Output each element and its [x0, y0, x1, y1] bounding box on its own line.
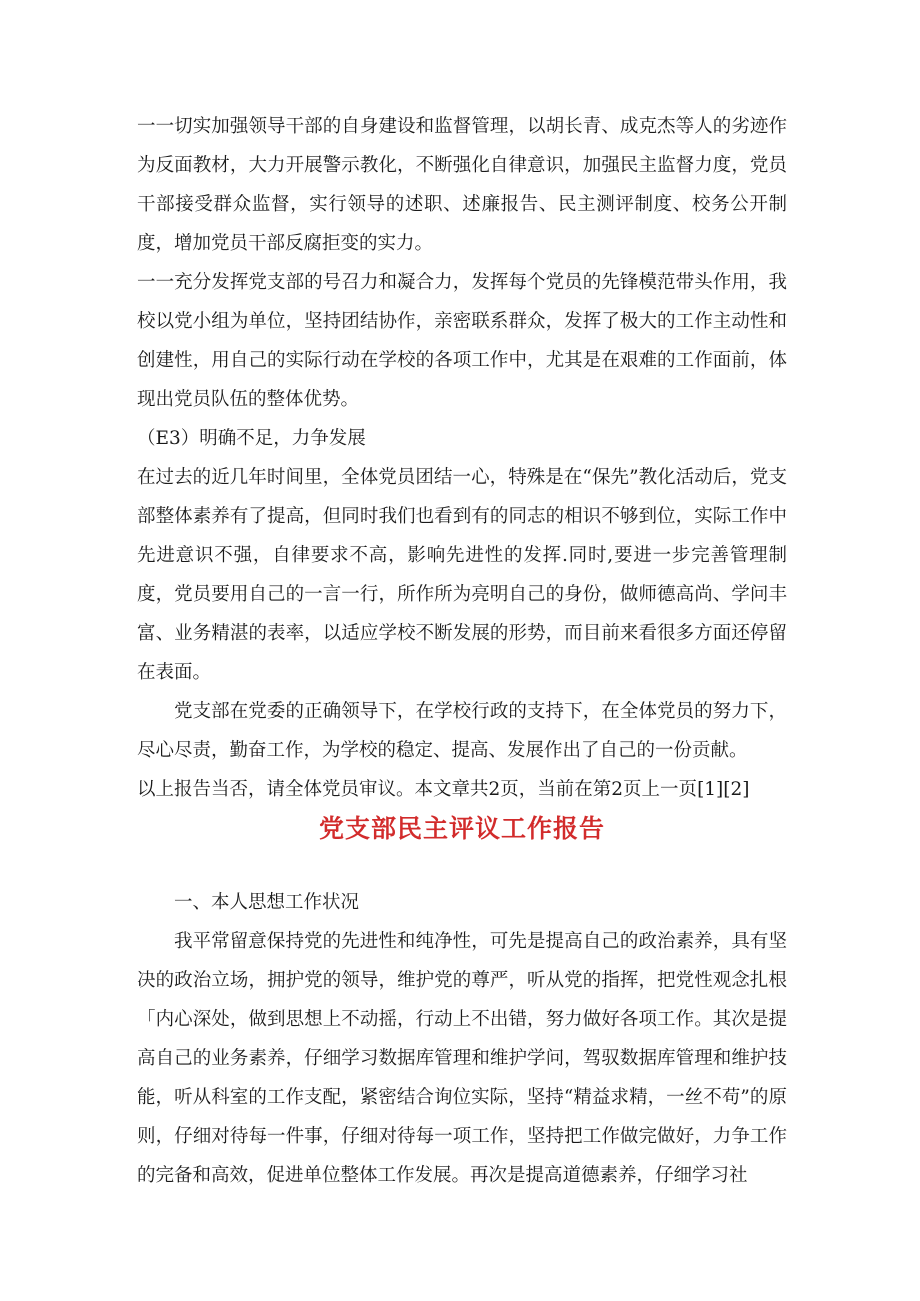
prev-page-link[interactable]: 上一页 — [641, 779, 698, 800]
paragraph-shortcomings: 在过去的近几年时间里，全体党员团结一心，特殊是在“保先”教化活动后，党支部整体素养有了提高，但同时我们也看到有的同志的相识不够到位，实际工作中先进意识不强，自律要求不高，影响先进性的发挥.同时,要进一步完善管理制度，党员要用自己的一言一行，所作所为亮明自己的身份，做师德高尚、学问丰富、业务精湛的表率，以适应学校不断发展的形势，而目前来看很多方面还停留在表面。 — [137, 467, 787, 683]
section-heading-shortcomings: （E3）明确不足，力争发展 — [137, 428, 366, 449]
pagination-text: 以上报告当否，请全体党员审议。本文章共2页，当前在第2页 — [137, 779, 642, 800]
page-2-link[interactable]: [2] — [723, 779, 750, 800]
document-title: 党支部民主评议工作报告 — [318, 814, 605, 843]
page-1-link[interactable]: [1] — [697, 779, 724, 800]
paragraph-self-discipline: 一一切实加强领导干部的自身建设和监督管理，以胡长青、成克杰等人的劣迹作为反面教材，大力开展警示教化，不断强化自律意识，加强民主监督力度，党员干部接受群众监督，实行领导的述职、述廉报告、民主测评制度、校务公开制度，增加党员干部反腐拒变的实力。 — [137, 116, 787, 254]
pagination-footer — [137, 770, 787, 809]
paragraph-thought-work: 我平常留意保持党的先进性和纯净性，可先是提高自己的政治素养，具有坚决的政治立场，拥护党的领导，维护党的尊严，听从党的指挥，把党性观念扎根「内心深处，做到思想上不动摇，行动上不出错，努力做好各项工作。其次是提高自己的业务素养，仔细学习数据库管理和维护学问，驾驭数据库管理和维护技能，听从科室的工作支配，紧密结合询位实际，坚持“精益求精，一丝不苟”的原则，仔细对待每一件事，仔细对待每一项工作，坚持把工作做完做好，力争工作的完备和高效，促进单位整体工作发展。再次是提高道德素养，仔细学习社 — [137, 931, 787, 1186]
paragraph-party-branch-role: 一一充分发挥党支部的号召力和凝合力，发挥每个党员的先锋模范带头作用，我校以党小组为单位，坚持团结协作，亲密联系群众，发挥了极大的工作主动性和创建性，用自己的实际行动在学校的各项工作中，尤其是在艰难的工作面前，体现出党员队伍的整体优势。 — [137, 272, 787, 410]
paragraph-conclusion: 党支部在党委的正确领导下，在学校行政的支持下，在全体党员的努力下，尽心尽责，勤奋工作，为学校的稳定、提高、发展作出了自己的一份贡献。 — [137, 701, 787, 761]
section-heading-thought-work: 一、本人思想工作状况 — [174, 892, 360, 913]
document-page — [137, 107, 787, 1195]
